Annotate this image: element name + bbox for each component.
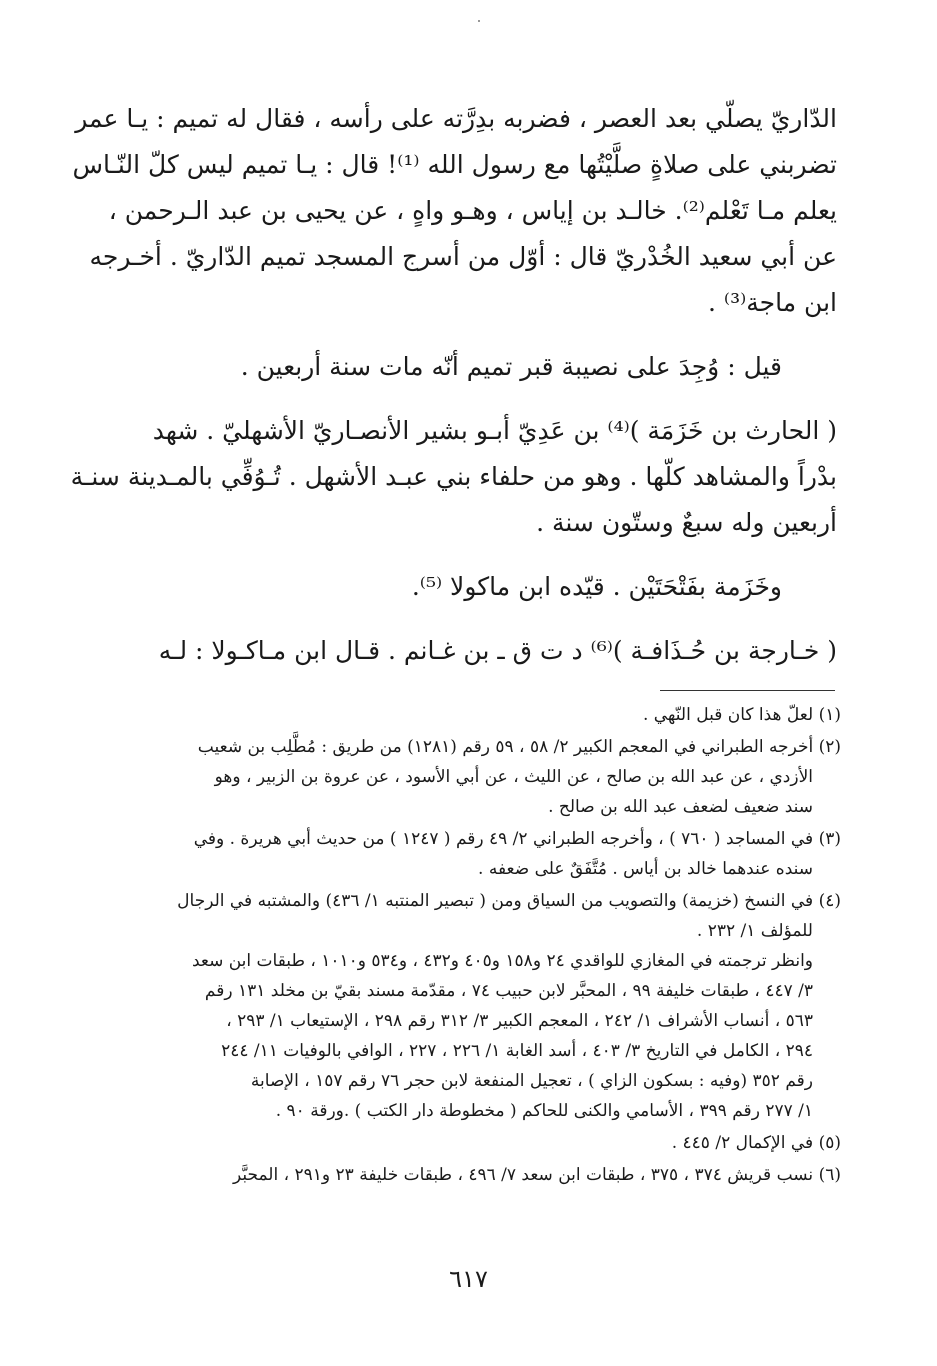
footnote-line: (٦) نسب قريش ٣٧٤ ، ٣٧٥ ، طبقات ابن سعد ٧/ ٤٩٦ ، طبقات خليفة ٢٣ و٢٩١ ، المحبَّر [233, 1165, 841, 1185]
scan-speck [478, 20, 480, 22]
footnote-2 [133, 732, 841, 822]
main-line: أربعين وله سبعٌ وستّون سنة . [536, 508, 837, 537]
footnote-5 [133, 1128, 841, 1158]
entry-heading-line: ( خـارجة بن حُـذَافـة )⁽⁶⁾ د ت ق ـ بن غـانم . قـال ابن مـاكـولا : لـه [158, 636, 837, 665]
main-line: تضربني على صلاةٍ صلَّيْتُها مع رسول الله ⁽¹⁾! قال : يـا تميم ليس كلّ النّـاس [72, 150, 837, 179]
footnote-line: ٥٦٣ ، أنساب الأشراف ١/ ٢٤٢ ، المعجم الكبير ٣/ ٣١٢ رقم ٢٩٨ ، الإستيعاب ١/ ٢٩٣ ، [226, 1011, 813, 1031]
footnote-line: سنده عندهما خالد بن أياس . مُتَّفَقٌ على ضعفه . [478, 859, 813, 879]
main-line: يعلم مـا تَعْلم⁽²⁾. خالـد بن إياس ، وهـو واهٍ ، عن يحيى بن عبد الـرحمن ، [108, 196, 837, 225]
footnote-line: للمؤلف ١/ ٢٣٢ . [696, 921, 813, 941]
main-line: عن أبي سعيد الخُدْريّ قال : أوّل من أسرج المسجد تميم الدّاريّ . أخـرجه [89, 242, 837, 271]
main-line: الدّاريّ يصلّي بعد العصر ، فضربه بدِرَّته على رأسه ، فقال له تميم : يـا عمر [75, 104, 837, 133]
footnote-line: وانظر ترجمته في المغازي للواقدي ٢٤ و١٥٨ و٤٠٥ و٤٣٢ ، و٥٣٤ و١٠١٠ ، طبقات ابن سعد [191, 951, 813, 971]
main-text [70, 96, 837, 674]
footnote-6 [133, 1160, 841, 1190]
page-number: ٦١٧ [449, 1265, 488, 1293]
footnote-line: ٢٩٤ ، الكامل في التاريخ ٣/ ٤٠٣ ، أسد الغابة ١/ ٢٢٦ ، ٢٢٧ ، الوافي بالوفيات ١١/ ٢٤٤ [221, 1041, 813, 1061]
main-line: بدْراً والمشاهد كلّها . وهو من حلفاء بني عبـد الأشهل . تُـوُفِّي بالمـدينة سنـة [70, 462, 837, 491]
footnote-line: رقم ٣٥٢ (وفيه : بسكون الزاي ) ، تعجيل المنفعة لابن حجر ٧٦ رقم ١٥٧ ، الإصابة [250, 1071, 813, 1091]
footnotes [133, 700, 841, 1192]
footnote-line: (٣) في المساجد ( ٧٦٠ ) ، وأخرجه الطبراني ٢/ ٤٩ رقم ( ١٢٤٧ ) من حديث أبي هريرة . وفي [193, 829, 841, 849]
footnote-4 [133, 886, 841, 1126]
footnote-line: سند ضعيف لضعف عبد الله بن صالح . [548, 797, 813, 817]
footnote-3 [133, 824, 841, 884]
footnote-line: (١) لعلّ هذا كان قبل النّهي . [642, 705, 841, 725]
main-line: ابن ماجة⁽³⁾ . [708, 288, 837, 317]
footnote-line: (٤) في النسخ (خزيمة) والتصويب من السياق ومن ( تبصير المنتبه ١/ ٤٣٦) والمشتبه في الرجال [177, 891, 841, 911]
footnote-divider [660, 690, 835, 691]
footnote-line: ٣/ ٤٤٧ ، طبقات خليفة ٩٩ ، المحبَّر لابن حبيب ٧٤ ، مقدّمة مسند بقيّ بن مخلد ١٣١ رقم [204, 981, 813, 1001]
footnote-1 [133, 700, 841, 730]
entry-heading-line: ( الحارث بن خَزَمَة )⁽⁴⁾ بن عَدِيّ أبـو بشير الأنصـاريّ الأشهليّ . شهد [152, 416, 837, 445]
footnote-line: ١/ ٢٧٧ رقم ٣٩٩ ، الأسامي والكنى للحاكم ( مخطوطة دار الكتب ) .ورقة ٩٠ . [275, 1101, 813, 1121]
main-line: وخَزَمة بفَتْحَتَيْن . قيّده ابن ماكولا ⁽⁵⁾. [411, 572, 782, 601]
footnote-line: الأزدي ، عن عبد الله بن صالح ، عن الليث ، عن أبي الأسود ، عن عروة بن الزبير ، وهو [214, 767, 813, 787]
footnote-line: (٥) في الإكمال ٢/ ٤٤٥ . [671, 1133, 841, 1153]
footnote-line: (٢) أخرجه الطبراني في المعجم الكبير ٢/ ٥٨ ، ٥٩ رقم (١٢٨١) من طريق : مُطَّلِب بن شعيب [197, 737, 841, 757]
main-line: قيل : وُجِدَ على نصيبة قبر تميم أنّه مات سنة أربعين . [240, 352, 782, 381]
